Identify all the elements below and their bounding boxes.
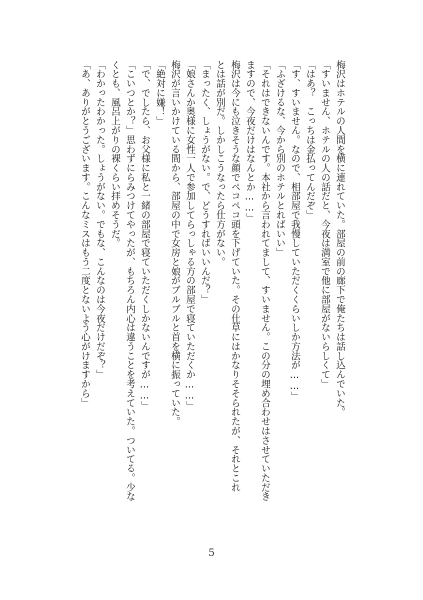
text-line: 「すいません、ホテルの人の話だと、今夜は満室で他に部屋がないらしくて」 [319,60,330,389]
text-line: 梅沢はホテルの人間を横に連れていた。部屋の前の廊下で俺たちは話し込んでいた。 [334,60,345,417]
text-line: 「それはできないんです。本社から言われてまして、すいません。この分の埋め合わせはさせていただき [259,60,270,502]
text-line: 「はあ？ こっちは金払ってんだぞ」 [304,60,315,220]
text-line: 「あ、ありがとうございます。こんなミスはもう二度とないよう心がけますから」 [79,60,90,408]
text-line: 「まったく、しょうがない。で、どうすればいいんだ？」 [199,60,210,305]
text-line: ますので、今夜だけはなんとか……」 [244,60,255,223]
text-line: 「こいつとか？」思わずにらみつけてやったが、もちろん内心は違うことを考えていた。ついてる。少な [124,60,135,502]
text-line: 「で、でしたら、お父様に私と一緒の部屋で寝ていただくしかないんですが……」 [139,60,150,411]
text-line: 「ふざけるな、今から別のホテルとればいい」 [274,60,285,258]
text-line: 梅沢が言いかけている間から、部屋の中で女房と娘がブルブルと首を横に振っていた。 [169,60,180,427]
text-line: 「わかったわかった。しょうがない。でもな、こんなのは今夜だけだぞ？」 [94,60,105,380]
page-number: 5 [208,548,215,559]
body-text [77,60,347,502]
text-line: とは話が別だ。しかしこうなったら仕方がない。 [214,60,225,267]
text-line: 梅沢は今にも泣きそうな顔でペコペコ頭を下げていた。その仕草にはかなりそそられたが、それとこれ [229,60,240,492]
text-line: 「す、すいません。なので、相部屋で我慢していただくくらいしか方法が……」 [289,60,300,402]
text-line: くとも、風呂上がりの裸くらい拝めそうだ。 [109,60,120,248]
text-line: 「絶対に嫌！」 [154,60,165,126]
text-line: 「娘さんか奥様に女性一人で参加してらっしゃる方の部屋で寝ていただくか……」 [184,60,195,411]
